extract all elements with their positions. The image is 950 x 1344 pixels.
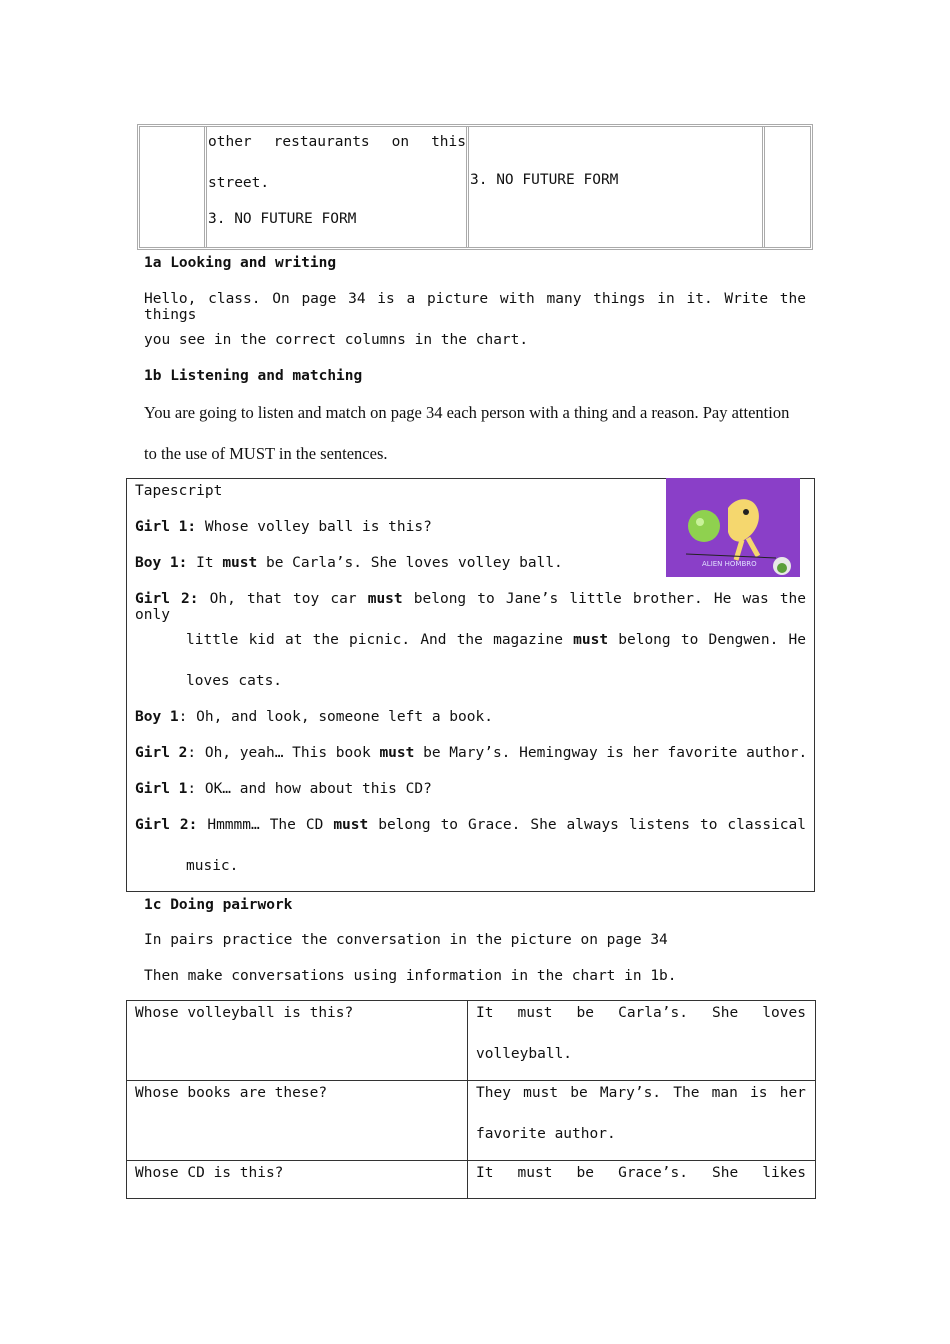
tapescript-line: little kid at the picnic. And the magazine must belong to Dengwen. He	[186, 632, 806, 648]
tapescript-line: Boy 1: It must be Carla’s. She loves volley ball.	[135, 555, 563, 571]
paragraph-1c-line1: In pairs practice the conversation in the picture on page 34	[144, 932, 668, 948]
table-divider	[204, 127, 207, 247]
cartoon-image	[666, 478, 800, 577]
table-answer-line2: volleyball.	[476, 1046, 573, 1062]
tapescript-line: Girl 2: Hmmmm… The CD must belong to Grace. She always listens to classical	[135, 817, 806, 833]
table-divider	[127, 1160, 815, 1161]
table-answer-line1: They must be Mary’s. The man is her	[476, 1085, 806, 1101]
top-cell-col3: 3. NO FUTURE FORM	[470, 172, 619, 188]
paragraph-1a-line1: Hello, class. On page 34 is a picture with many things in it. Write the things	[144, 291, 806, 323]
table-divider	[762, 127, 765, 247]
heading-1b: 1b Listening and matching	[144, 368, 363, 384]
top-cell-line1: other restaurants on this	[208, 134, 466, 150]
top-cell-line2: street.	[208, 175, 270, 191]
alien-illustration	[666, 478, 800, 577]
paragraph-1a-line2: you see in the correct columns in the chart.	[144, 332, 529, 348]
heading-1c: 1c Doing pairwork	[144, 897, 293, 913]
tapescript-line: music.	[186, 858, 239, 874]
paragraph-1b-line1: You are going to listen and match on page 34 each person with a thing and a reason. Pay attention	[144, 403, 790, 422]
table-question: Whose volleyball is this?	[135, 1005, 354, 1021]
table-divider	[127, 1080, 815, 1081]
tapescript-line: Girl 1: Whose volley ball is this?	[135, 519, 432, 535]
table-divider	[467, 1001, 468, 1198]
paragraph-1c-line2: Then make conversations using information in the chart in 1b.	[144, 968, 677, 984]
table-divider	[466, 127, 469, 247]
heading-1a: 1a Looking and writing	[144, 255, 337, 271]
table-answer-line1: It must be Carla’s. She loves	[476, 1005, 806, 1021]
tapescript-line: Girl 2: Oh, yeah… This book must be Mary’s. Hemingway is her favorite author.	[135, 745, 808, 761]
paragraph-1b-line2: to the use of MUST in the sentences.	[144, 444, 388, 463]
image-caption: ALIEN HOMBRO	[702, 560, 757, 568]
tapescript-line: Girl 1: OK… and how about this CD?	[135, 781, 432, 797]
table-answer-line1: It must be Grace’s. She likes	[476, 1165, 806, 1181]
tapescript-line: Boy 1: Oh, and look, someone left a book.	[135, 709, 493, 725]
tapescript-line: loves cats.	[186, 673, 283, 689]
tapescript-line: Girl 2: Oh, that toy car must belong to Jane’s little brother. He was the only	[135, 591, 807, 623]
table-question: Whose CD is this?	[135, 1165, 284, 1181]
table-question: Whose books are these?	[135, 1085, 328, 1101]
top-cell-line3: 3. NO FUTURE FORM	[208, 211, 357, 227]
table-answer-line2: favorite author.	[476, 1126, 616, 1142]
tapescript-title: Tapescript	[135, 483, 223, 499]
